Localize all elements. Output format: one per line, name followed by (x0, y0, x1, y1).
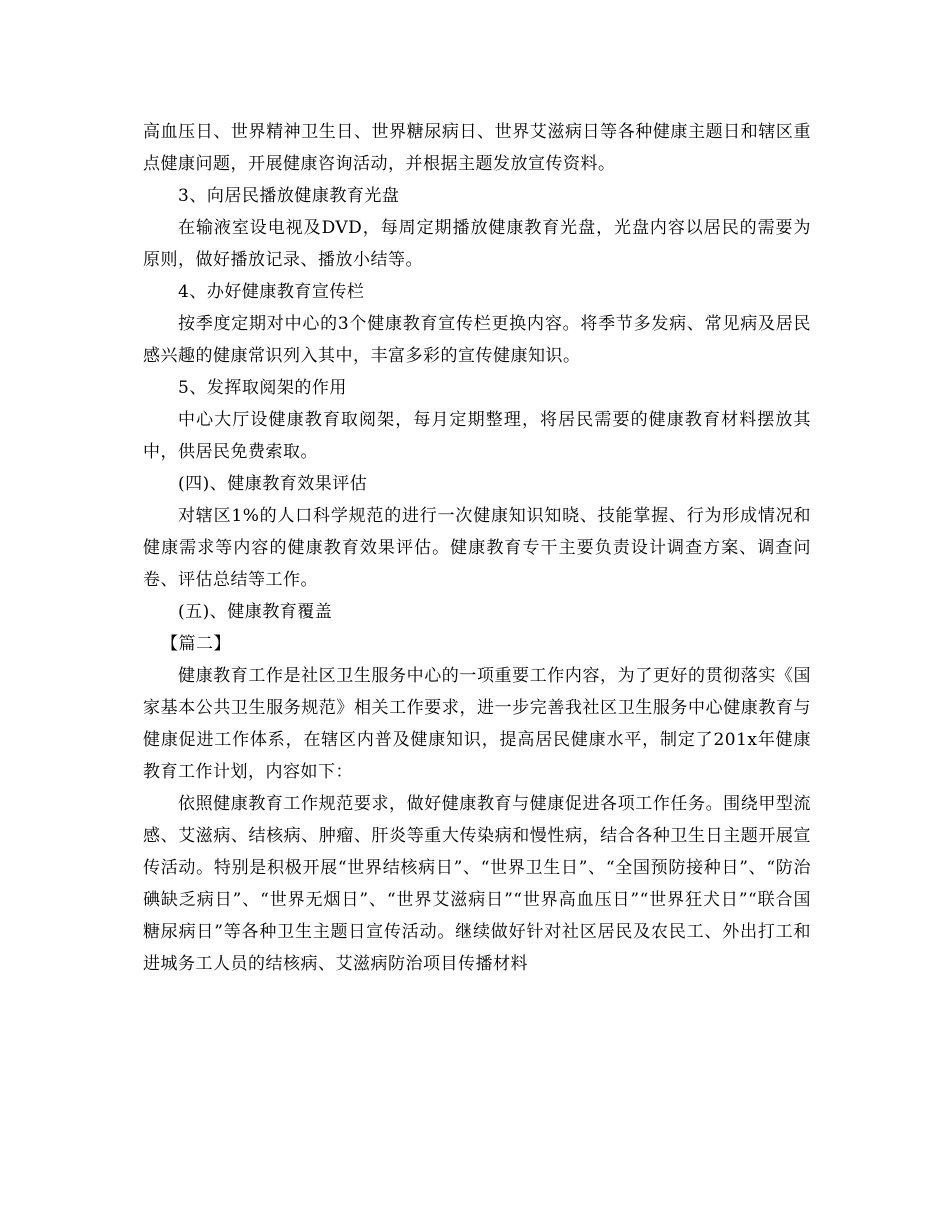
paragraph-bulletin-board: 按季度定期对中心的3个健康教育宣传栏更换内容。将季节多发病、常见病及居民感兴趣的健康常识列入其中，丰富多彩的宣传健康知识。 (143, 314, 811, 366)
paragraph-part-two-intro: 健康教育工作是社区卫生服务中心的一项重要工作内容，为了更好的贯彻落实《国家基本公共卫生服务规范》相关工作要求，进一步完善我社区卫生服务中心健康教育与健康促进工作体系，在辖区内普及健康知识，提高居民健康水平，制定了201x年健康教育工作计划，内容如下： (143, 666, 811, 782)
heading-bulletin-board: 4、办好健康教育宣传栏 (178, 282, 365, 302)
paragraph-part-two-tasks: 依照健康教育工作规范要求，做好健康教育与健康促进各项工作任务。围绕甲型流感、艾滋病、结核病、肿瘤、肝炎等重大传染病和慢性病，结合各种卫生日主题开展宣传活动。特别是积极开展“世界结核病日”、“世界卫生日”、“全国预防接种日”、“防治碘缺乏病日”、“世界无烟日”、“世界艾滋病日”“世界高血压日”“世界狂犬日”“联合国糖尿病日”等各种卫生主题日宣传活动。继续做好针对社区居民及农民工、外出打工和进城务工人员的结核病、艾滋病防治项目传播材料 (143, 794, 811, 974)
paragraph-play-disc: 在输液室设电视及DVD，每周定期播放健康教育光盘，光盘内容以居民的需要为原则，做好播放记录、播放小结等。 (143, 218, 811, 270)
paragraph-health-days: 高血压日、世界精神卫生日、世界糖尿病日、世界艾滋病日等各种健康主题日和辖区重点健康问题，开展健康咨询活动，并根据主题发放宣传资料。 (143, 122, 811, 174)
heading-effect-evaluation: (四)、健康教育效果评估 (178, 474, 368, 494)
paragraph-reading-rack: 中心大厅设健康教育取阅架，每月定期整理，将居民需要的健康教育材料摆放其中，供居民免费索取。 (143, 410, 811, 462)
document-body (143, 116, 811, 980)
heading-play-disc: 3、向居民播放健康教育光盘 (178, 186, 400, 206)
heading-reading-rack: 5、发挥取阅架的作用 (178, 378, 347, 398)
heading-coverage: (五)、健康教育覆盖 (178, 602, 333, 622)
paragraph-effect-evaluation: 对辖区1%的人口科学规范的进行一次健康知识知晓、技能掌握、行为形成情况和健康需求等内容的健康教育效果评估。健康教育专干主要负责设计调查方案、调查问卷、评估总结等工作。 (143, 506, 811, 590)
section-marker-part-two: 【篇二】 (161, 634, 231, 654)
